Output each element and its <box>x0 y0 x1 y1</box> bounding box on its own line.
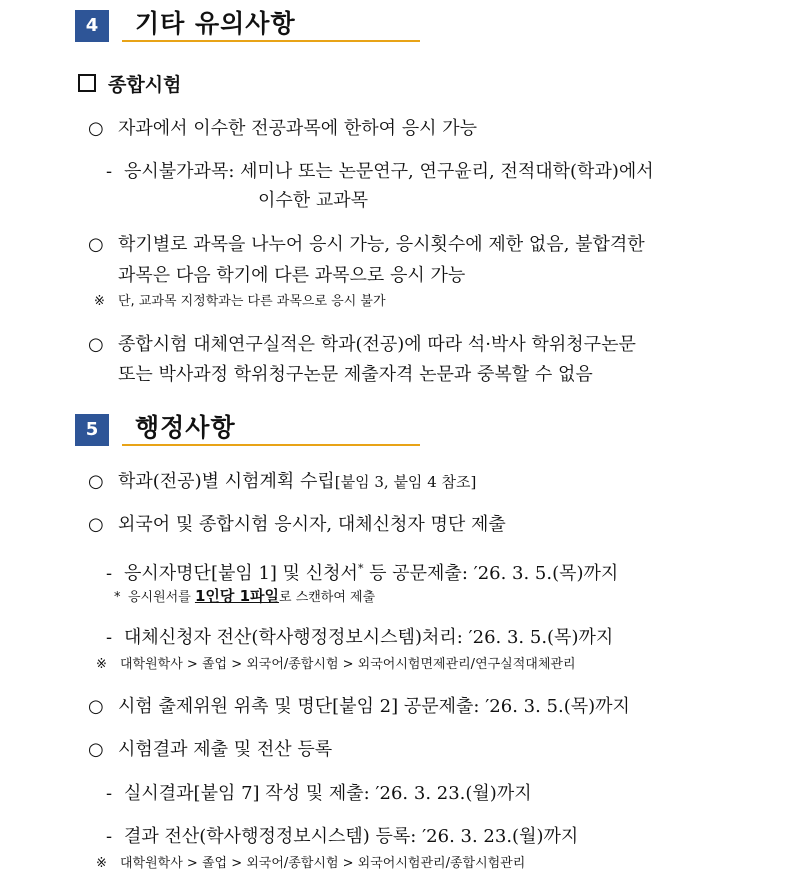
item-text: 외국어 및 종합시험 응시자, 대체신청자 명단 제출 <box>118 514 506 535</box>
reference-mark-icon: ※ <box>96 657 107 672</box>
section-title: 기타 유의사항 <box>135 9 296 38</box>
emphasis-text: 1인당 1파일 <box>194 587 279 605</box>
circle-bullet-icon: ○ <box>88 696 104 717</box>
item-continuation: 과목은 다음 학기에 다른 과목으로 응시 가능 <box>118 265 466 286</box>
item-text: 학과(전공)별 시험계획 수립 <box>118 471 335 492</box>
sub-heading <box>78 72 181 98</box>
dash-bullet: - <box>106 563 113 584</box>
item-text: 응시불가과목: 세미나 또는 논문연구, 연구윤리, 전적대학(학과)에서 <box>124 161 654 182</box>
item-text: 종합시험 대체연구실적은 학과(전공)에 따라 석·박사 학위청구논문 <box>118 334 636 355</box>
note-item <box>114 586 375 608</box>
list-item <box>88 694 630 720</box>
sub-heading-label: 종합시험 <box>108 74 182 96</box>
section-title-underline <box>122 40 420 42</box>
item-text: 학기별로 과목을 나누어 응시 가능, 응시횟수에 제한 없음, 불합격한 <box>118 234 645 255</box>
list-item <box>106 556 618 587</box>
menu-path-text: 대학원학사 > 졸업 > 외국어/종합시험 > 외국어시험면제관리/연구실적대체관리 <box>120 657 576 672</box>
section-title: 행정사항 <box>135 413 236 442</box>
asterisk-icon: * <box>114 590 121 605</box>
item-text: 대체신청자 전산(학사행정정보시스템)처리: ′26. 3. 5.(목)까지 <box>124 627 614 648</box>
note-text: 응시원서를 <box>128 590 195 605</box>
list-item <box>88 232 645 258</box>
note-text-after: 로 스캔하여 제출 <box>279 590 376 605</box>
item-text: 시험 출제위원 위촉 및 명단[붙임 2] 공문제출: ′26. 3. 5.(목)까지 <box>118 696 630 717</box>
reference-mark-icon: ※ <box>96 856 107 871</box>
item-continuation: 이수한 교과목 <box>258 190 369 211</box>
list-item <box>88 469 476 495</box>
menu-path-text: 대학원학사 > 졸업 > 외국어/종합시험 > 외국어시험관리/종합시험관리 <box>120 856 526 871</box>
note-item <box>94 292 386 312</box>
item-text: 결과 전산(학사행정정보시스템) 등록: ′26. 3. 23.(월)까지 <box>124 826 579 847</box>
list-item <box>106 781 532 807</box>
circle-bullet-icon: ○ <box>88 334 104 355</box>
circle-bullet-icon: ○ <box>88 471 104 492</box>
section-number-badge: 4 <box>75 10 109 42</box>
list-item <box>88 116 477 142</box>
dash-bullet: - <box>106 627 113 648</box>
list-item <box>88 512 506 538</box>
list-item <box>106 625 613 651</box>
item-text: 자과에서 이수한 전공과목에 한하여 응시 가능 <box>118 118 477 139</box>
item-continuation: 또는 박사과정 학위청구논문 제출자격 논문과 중복할 수 없음 <box>118 364 593 385</box>
item-text: 실시결과[붙임 7] 작성 및 제출: ′26. 3. 23.(월)까지 <box>124 783 532 804</box>
checkbox-square-icon <box>78 74 96 92</box>
note-item <box>96 655 576 675</box>
dash-bullet: - <box>106 826 113 847</box>
circle-bullet-icon: ○ <box>88 739 104 760</box>
section-title-underline <box>122 444 420 446</box>
dash-bullet: - <box>106 161 113 182</box>
item-text: 응시자명단[붙임 1] 및 신청서 <box>124 563 358 584</box>
list-item <box>88 332 636 358</box>
reference-mark-icon: ※ <box>94 294 105 309</box>
note-text: 단, 교과목 지정학과는 다른 과목으로 응시 불가 <box>118 294 386 309</box>
dash-bullet: - <box>106 783 113 804</box>
list-item <box>106 159 654 185</box>
item-text-after: 등 공문제출: ′26. 3. 5.(목)까지 <box>363 563 619 584</box>
item-reference: [붙임 3, 붙임 4 참조] <box>334 473 477 491</box>
section-number-badge: 5 <box>75 414 109 446</box>
circle-bullet-icon: ○ <box>88 514 104 535</box>
note-item <box>96 854 525 874</box>
circle-bullet-icon: ○ <box>88 234 104 255</box>
circle-bullet-icon: ○ <box>88 118 104 139</box>
list-item <box>88 737 332 763</box>
list-item <box>106 824 578 850</box>
footnote-mark: * <box>357 562 364 575</box>
item-text: 시험결과 제출 및 전산 등록 <box>118 739 333 760</box>
